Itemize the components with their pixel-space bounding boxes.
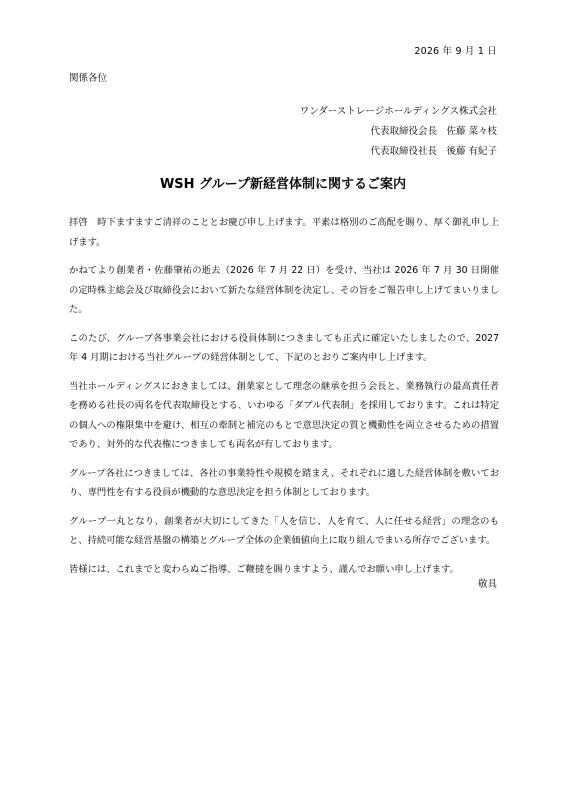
paragraph-holdings-structure: 当社ホールディングスにおきましては、創業家として理念の継承を担う会長と、業務執行の最高責任者を務める社長の両名を代表取締役とする、いわゆる「ダブル代表制」を採用しております。これは特定の個人への権限集中を避け、相互の牽制と補完のもとで意思決定の質と機動性を両立させるための措置であり、対外的な代表権につきましても両名が有しております。 [69, 380, 499, 450]
paragraph-background: かねてより創業者・佐藤肇祐の逝去（2026 年 7 月 22 日）を受け、当社は 2026 年 7 月 30 日開催の定時株主総会及び取締役会において新たな経営体制を決定し、その旨をご報告申し上げてまいりました。 [69, 265, 499, 315]
paragraph-group-companies: グループ各社につきましては、各社の事業特性や規模を踏まえ、それぞれに適した経営体制を敷いており、専門性を有する役員が機動的な意思決定を担う体制としております。 [69, 467, 499, 498]
paragraph-greeting: 拝啓 時下ますますご清祥のこととお慶び申し上げます。平素は格別のご高配を賜り、厚く御礼申し上げます。 [69, 217, 499, 248]
sender-company: ワンダーストレージホールディングス株式会社 [299, 106, 497, 117]
paragraph-announcement: このたび、グループ各事業会社における役員体制につきましても正式に確定いたしましたので、2027 年 4 月期における当社グループの経営体制として、下記のとおりご案内申し上げます。 [69, 332, 499, 363]
document-title: WSH グループ新経営体制に関するご案内 [159, 177, 407, 192]
issue-date: 2026 年 9 月 1 日 [414, 46, 497, 57]
sender-block [300, 102, 497, 162]
paragraph-request: 皆様には、これまでと変わらぬご指導、ご鞭撻を賜りますよう、謹んでお願い申し上げます。 [69, 563, 459, 575]
sender-chairman: 代表取締役会長 佐藤 菜々枝 [370, 126, 497, 137]
closing-word: 敬具 [477, 579, 497, 590]
recipient-line: 関係各位 [69, 73, 108, 84]
sender-president: 代表取締役社長 後藤 有紀子 [370, 146, 497, 157]
paragraph-philosophy: グループ一丸となり、創業者が大切にしてきた「人を信じ、人を育て、人に任せる経営」の理念のもと、持続可能な経営基盤の構築とグループ全体の企業価値向上に取り組んでまいる所存でございます。 [69, 515, 499, 546]
document-body [69, 213, 499, 588]
